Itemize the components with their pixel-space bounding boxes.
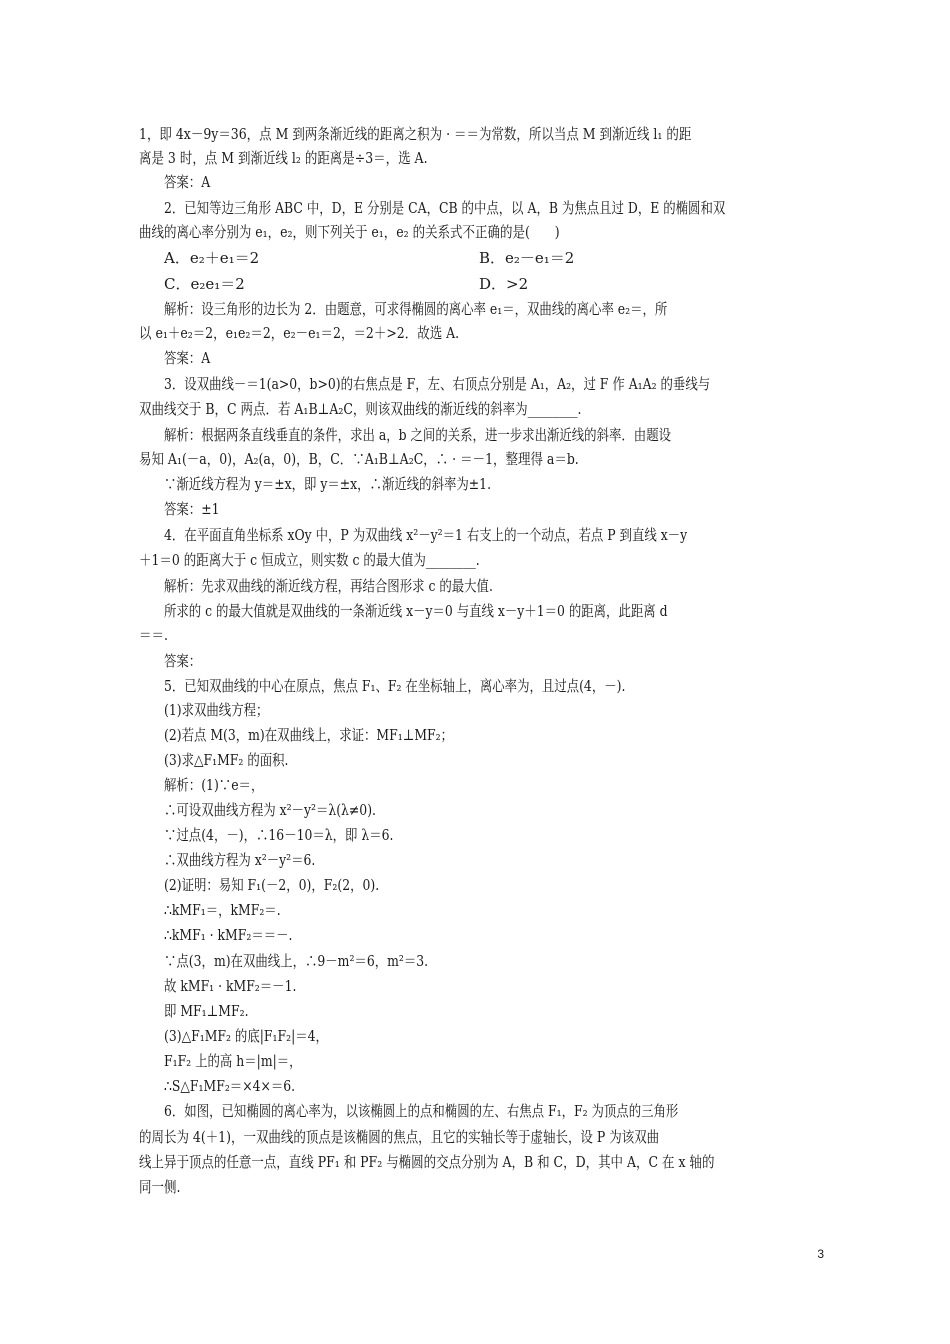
option-c: C．e₂e₁＝2 xyxy=(164,275,245,293)
question-4: 4．在平面直角坐标系 xOy 中，P 为双曲线 x²－y²＝1 右支上的一个动点，若点 P 到直线 x－y xyxy=(164,526,688,544)
text-line: 解析：设三角形的边长为 2．由题意，可求得椭圆的离心率 e₁＝，双曲线的离心率 e₂＝，所 xyxy=(164,300,668,318)
text-line: ∴双曲线方程为 x²－y²＝6. xyxy=(164,851,316,869)
text-line: 即 MF₁⊥MF₂. xyxy=(164,1002,249,1020)
text-line: (1)求双曲线方程； xyxy=(164,701,269,719)
text-line: (3)△F₁MF₂ 的底|F₁F₂|＝4， xyxy=(164,1027,328,1045)
text-line: (2)证明：易知 F₁(－2，0)，F₂(2，0). xyxy=(164,876,380,894)
text-line: 1，即 4x－9y＝36，点 M 到两条渐近线的距离之积为 · ＝＝为常数，所以当点 M 到渐近线 l₁ 的距 xyxy=(139,125,692,143)
text-line: 线上异于顶点的任意一点，直线 PF₁ 和 PF₂ 与椭圆的交点分别为 A，B 和 C，D，其中 A，C 在 x 轴的 xyxy=(139,1153,715,1171)
text-line: 易知 A₁(－a，0)，A₂(a，0)，B，C．∵A₁B⊥A₂C，∴ · ＝－1，整理得 a＝b. xyxy=(139,450,579,468)
question-3: 3．设双曲线－＝1(a>0，b>0)的右焦点是 F，左、右顶点分别是 A₁，A₂，过 F 作 A₁A₂ 的垂线与 xyxy=(164,375,711,393)
text-line: ∴S△F₁MF₂＝×4×＝6. xyxy=(164,1077,296,1095)
question-5: 5．已知双曲线的中心在原点，焦点 F₁、F₂ 在坐标轴上，离心率为，且过点(4，－). xyxy=(164,677,626,695)
option-a: A．e₂＋e₁＝2 xyxy=(164,249,260,267)
option-d: D．>2 xyxy=(479,275,529,293)
text-line: ∵过点(4，－)，∴16－10＝λ，即 λ＝6. xyxy=(164,826,394,844)
text-line: ∴可设双曲线方程为 x²－y²＝λ(λ≠0). xyxy=(164,801,376,819)
answer-line: 答案：A xyxy=(164,173,211,191)
question-6: 6．如图，已知椭圆的离心率为，以该椭圆上的点和椭圆的左、右焦点 F₁，F₂ 为顶点的三角形 xyxy=(164,1102,679,1120)
text-line: ＝＝. xyxy=(139,626,168,644)
text-line: 所求的 c 的最大值就是双曲线的一条渐近线 x－y＝0 与直线 x－y＋1＝0 的距离，此距离 d xyxy=(164,602,668,620)
text-line: 同一侧. xyxy=(139,1178,181,1196)
text-line: ＋1＝0 的距离大于 c 恒成立，则实数 c 的最大值为________. xyxy=(139,551,480,569)
option-b: B．e₂－e₁＝2 xyxy=(479,249,575,267)
answer-line: 答案：±1 xyxy=(164,500,220,518)
answer-line: 答案：A xyxy=(164,349,211,367)
answer-line: 答案： xyxy=(164,652,202,670)
text-line: (3)求△F₁MF₂ 的面积. xyxy=(164,751,289,769)
text-line: 故 kMF₁ · kMF₂＝－1. xyxy=(164,977,297,995)
text-line: ∵渐近线方程为 y＝±x，即 y＝±x，∴渐近线的斜率为±1. xyxy=(164,475,492,493)
text-line: 的周长为 4(＋1)，一双曲线的顶点是该椭圆的焦点，且它的实轴长等于虚轴长，设 P 为该双曲 xyxy=(139,1128,660,1146)
text-line: ∴kMF₁＝，kMF₂＝. xyxy=(164,901,281,919)
question-2: 2．已知等边三角形 ABC 中，D，E 分别是 CA，CB 的中点，以 A，B 为焦点且过 D，E 的椭圆和双 xyxy=(164,199,726,217)
text-line: 解析：(1)∵e＝， xyxy=(164,776,264,794)
page-number: 3 xyxy=(817,1247,824,1261)
option-row xyxy=(0,246,950,270)
text-line: 以 e₁＋e₂＝2，e₁e₂＝2，e₂－e₁＝2，＝2＋>2．故选 A. xyxy=(139,324,460,342)
text-line: 双曲线交于 B，C 两点．若 A₁B⊥A₂C，则该双曲线的渐近线的斜率为________. xyxy=(139,400,582,418)
text-line: 解析：先求双曲线的渐近线方程，再结合图形求 c 的最大值. xyxy=(164,577,493,595)
text-line: ∵点(3，m)在双曲线上，∴9－m²＝6，m²＝3. xyxy=(164,952,429,970)
option-row xyxy=(0,272,950,296)
text-line: F₁F₂ 上的高 h＝|m|＝， xyxy=(164,1052,302,1070)
text-line: 曲线的离心率分别为 e₁，e₂，则下列关于 e₁，e₂ 的关系式不正确的是( ) xyxy=(139,223,560,241)
text-line: ∴kMF₁ · kMF₂＝＝－. xyxy=(164,926,293,944)
text-line: 解析：根据两条直线垂直的条件，求出 a，b 之间的关系，进一步求出渐近线的斜率．由题设 xyxy=(164,426,672,444)
text-line: (2)若点 M(3，m)在双曲线上，求证：MF₁⊥MF₂； xyxy=(164,726,454,744)
text-line: 离是 3 时，点 M 到渐近线 l₂ 的距离是÷3＝，选 A. xyxy=(139,149,428,167)
